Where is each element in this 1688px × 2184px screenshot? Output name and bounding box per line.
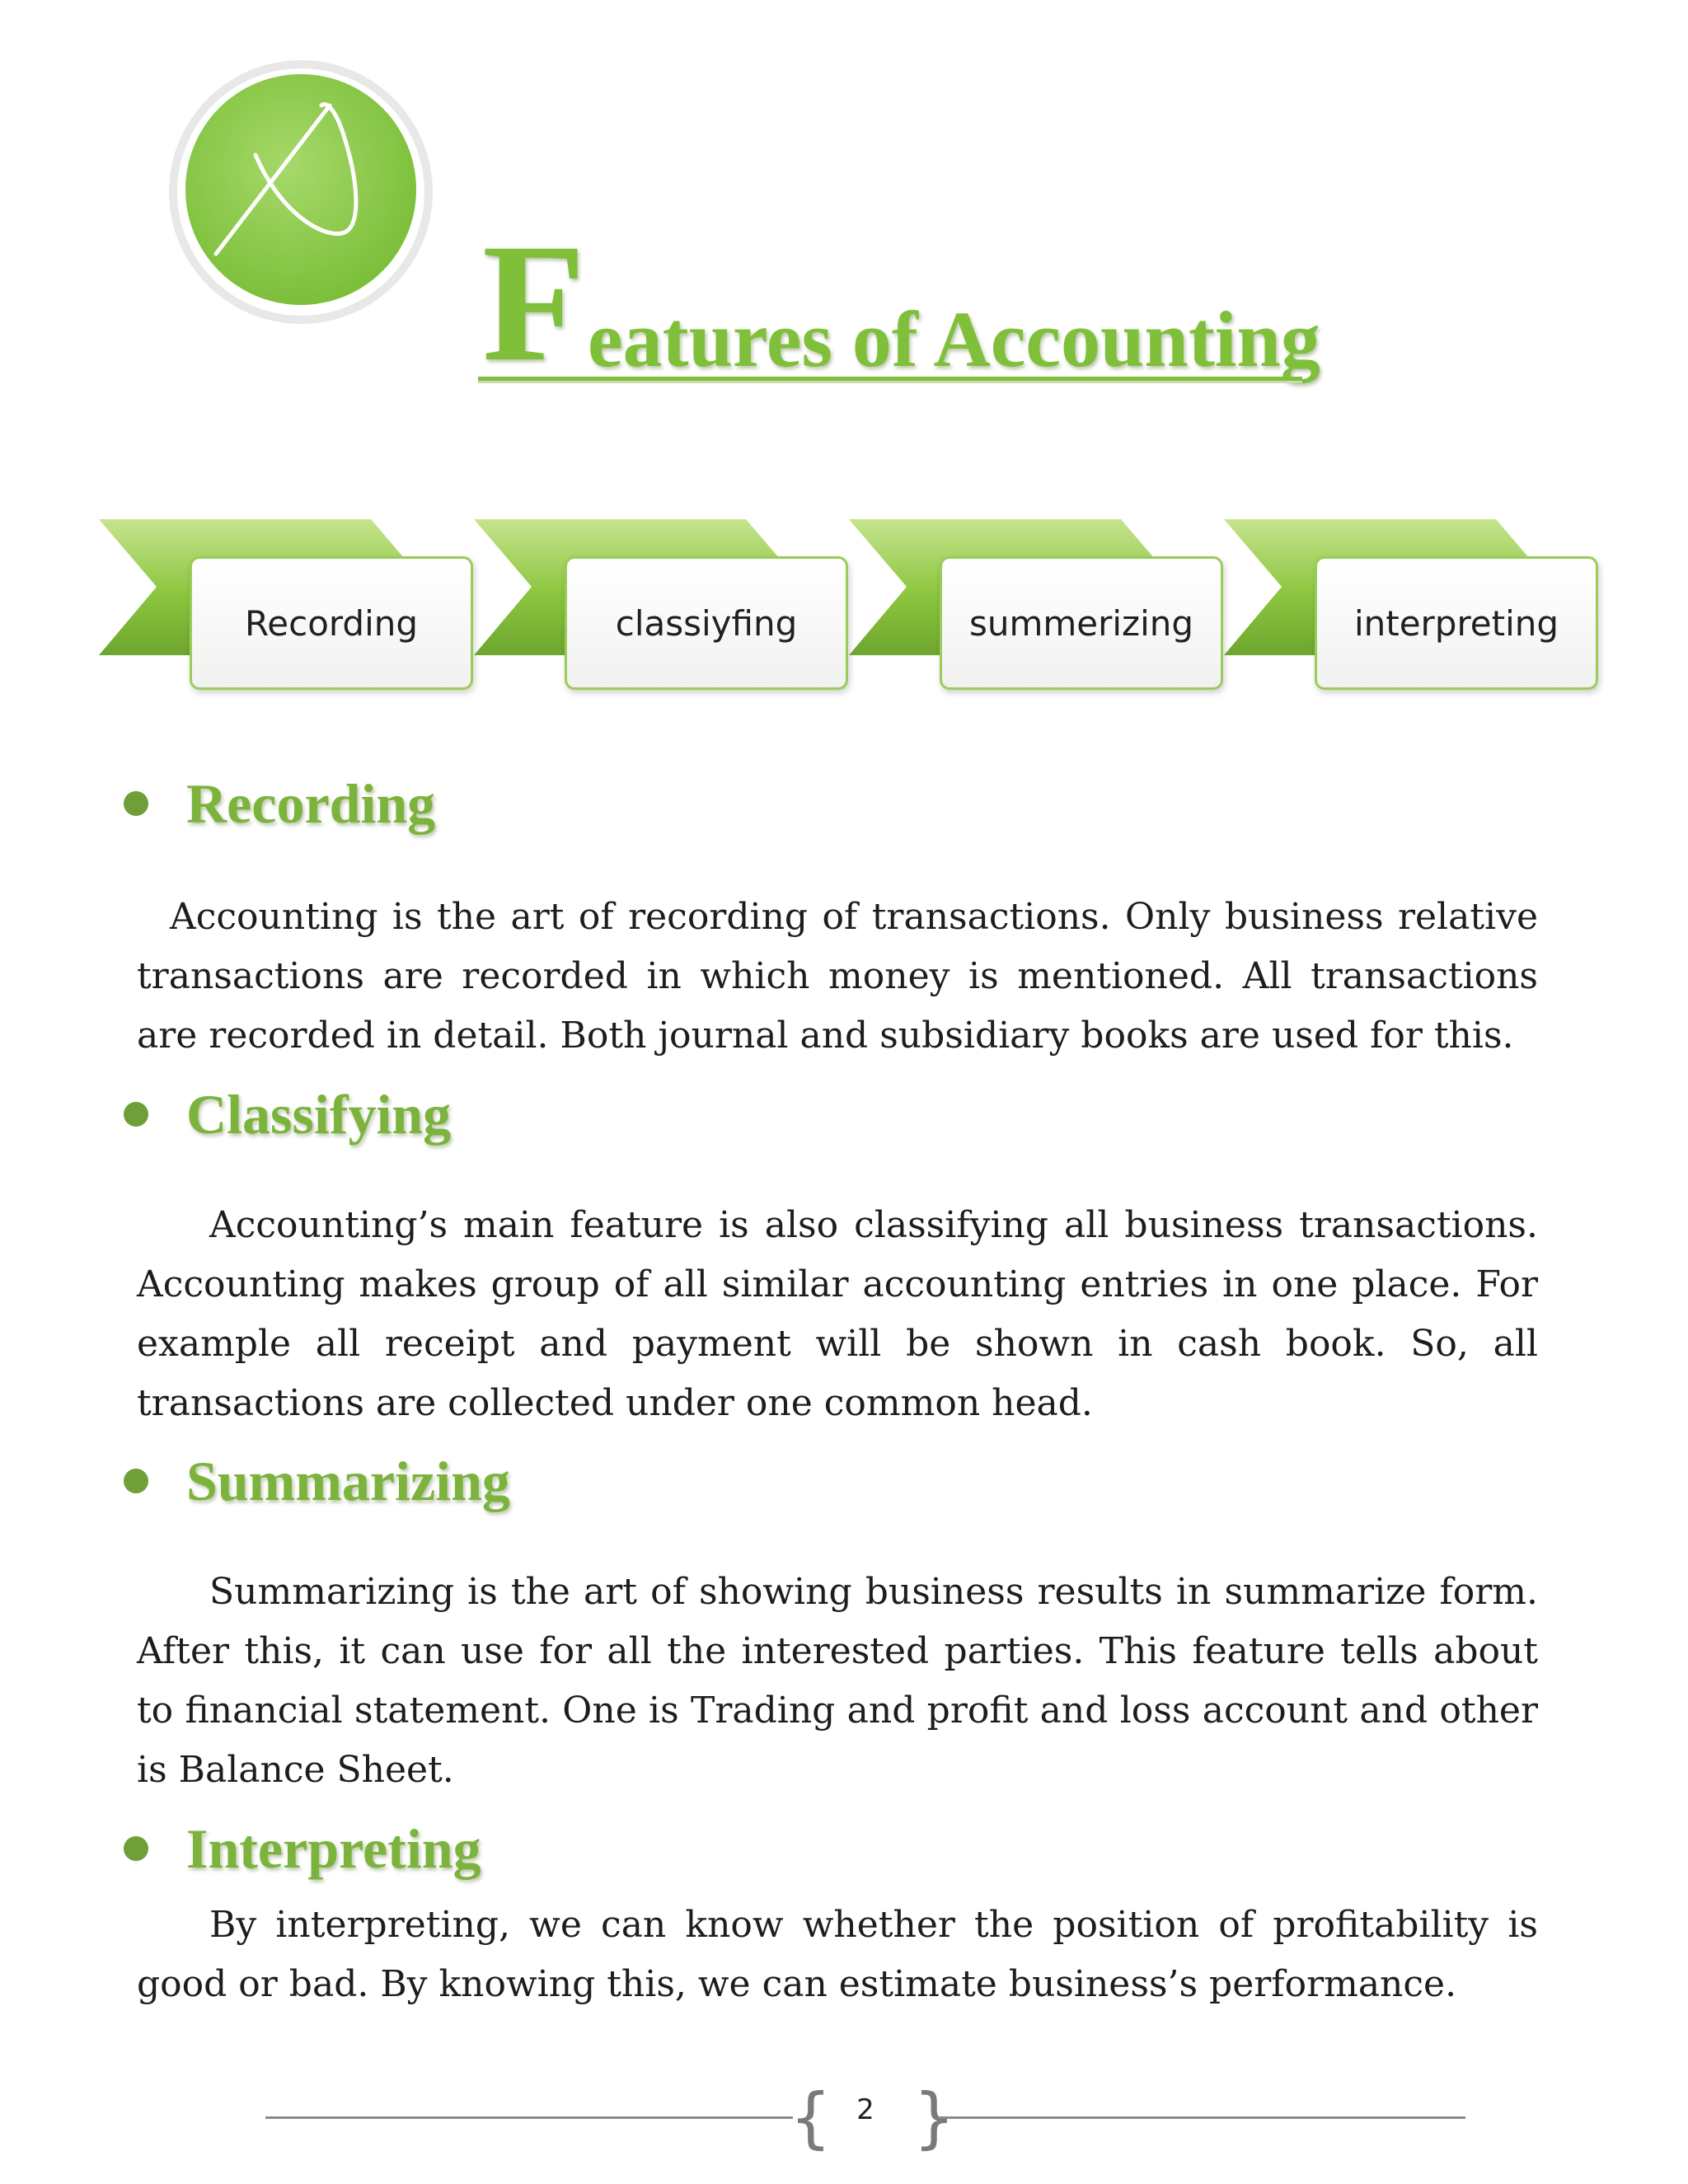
section-body-interpreting: By interpreting, we can know whether the position of profitability is good or bad. By knowing this, we can estimate business’s performance. — [137, 1904, 1538, 2005]
bullet-icon — [124, 1836, 148, 1861]
title-text: eatures of Accounting — [588, 295, 1320, 383]
process-step-card — [190, 556, 473, 690]
section-heading-text: Classifying — [186, 1082, 452, 1146]
title-initial: F — [482, 209, 586, 396]
section-heading-summarizing — [124, 1448, 510, 1514]
title-underline — [478, 377, 1302, 383]
process-step-card — [940, 556, 1223, 690]
section-heading-interpreting — [124, 1816, 481, 1882]
left-brace-icon: { — [790, 2079, 832, 2156]
section-heading-classifying — [124, 1081, 451, 1147]
section-body-classifying: Accounting’s main feature is also classifying all business transactions. Accounting makes group of all similar accounting entries in one place. For example all receipt and payment will be shown in cash book. So, all transactions are collected under one common head. — [137, 1204, 1538, 1424]
process-step-classifying — [474, 519, 853, 696]
page-title — [482, 209, 1320, 400]
section-body-summarizing: Summarizing is the art of showing business results in summarize form. After this, it can use for all the interested parties. This feature tells about to financial statement. One is Trading and profit and loss account and other is Balance Sheet. — [137, 1571, 1538, 1791]
process-step-interpreting — [1224, 519, 1603, 696]
process-step-card — [565, 556, 848, 690]
section-heading-text: Summarizing — [186, 1449, 510, 1512]
process-step-label: Recording — [244, 602, 419, 644]
process-step-summarizing — [849, 519, 1228, 696]
process-step-recording — [99, 519, 478, 696]
process-step-card — [1315, 556, 1598, 690]
process-flow — [99, 519, 1607, 696]
logo-icon — [165, 56, 437, 328]
section-heading-text: Recording — [186, 771, 436, 835]
footer-rule-right — [938, 2116, 1465, 2119]
footer-rule-left — [265, 2116, 793, 2119]
process-step-label: interpreting — [1353, 602, 1559, 644]
section-body-recording: Accounting is the art of recording of transactions. Only business relative transactions are recorded in which money is mentioned. All transactions are recorded in detail. Both journal and subsidiary books are used for this. — [137, 896, 1538, 1057]
bullet-icon — [124, 1469, 148, 1493]
process-step-label: summerizing — [968, 602, 1194, 644]
page-number: 2 — [856, 2093, 874, 2126]
section-heading-text: Interpreting — [186, 1816, 481, 1880]
right-brace-icon: } — [913, 2079, 955, 2156]
bullet-icon — [124, 1102, 148, 1127]
bullet-icon — [124, 791, 148, 816]
process-step-label: classiyfing — [615, 602, 798, 644]
section-heading-recording — [124, 771, 435, 837]
